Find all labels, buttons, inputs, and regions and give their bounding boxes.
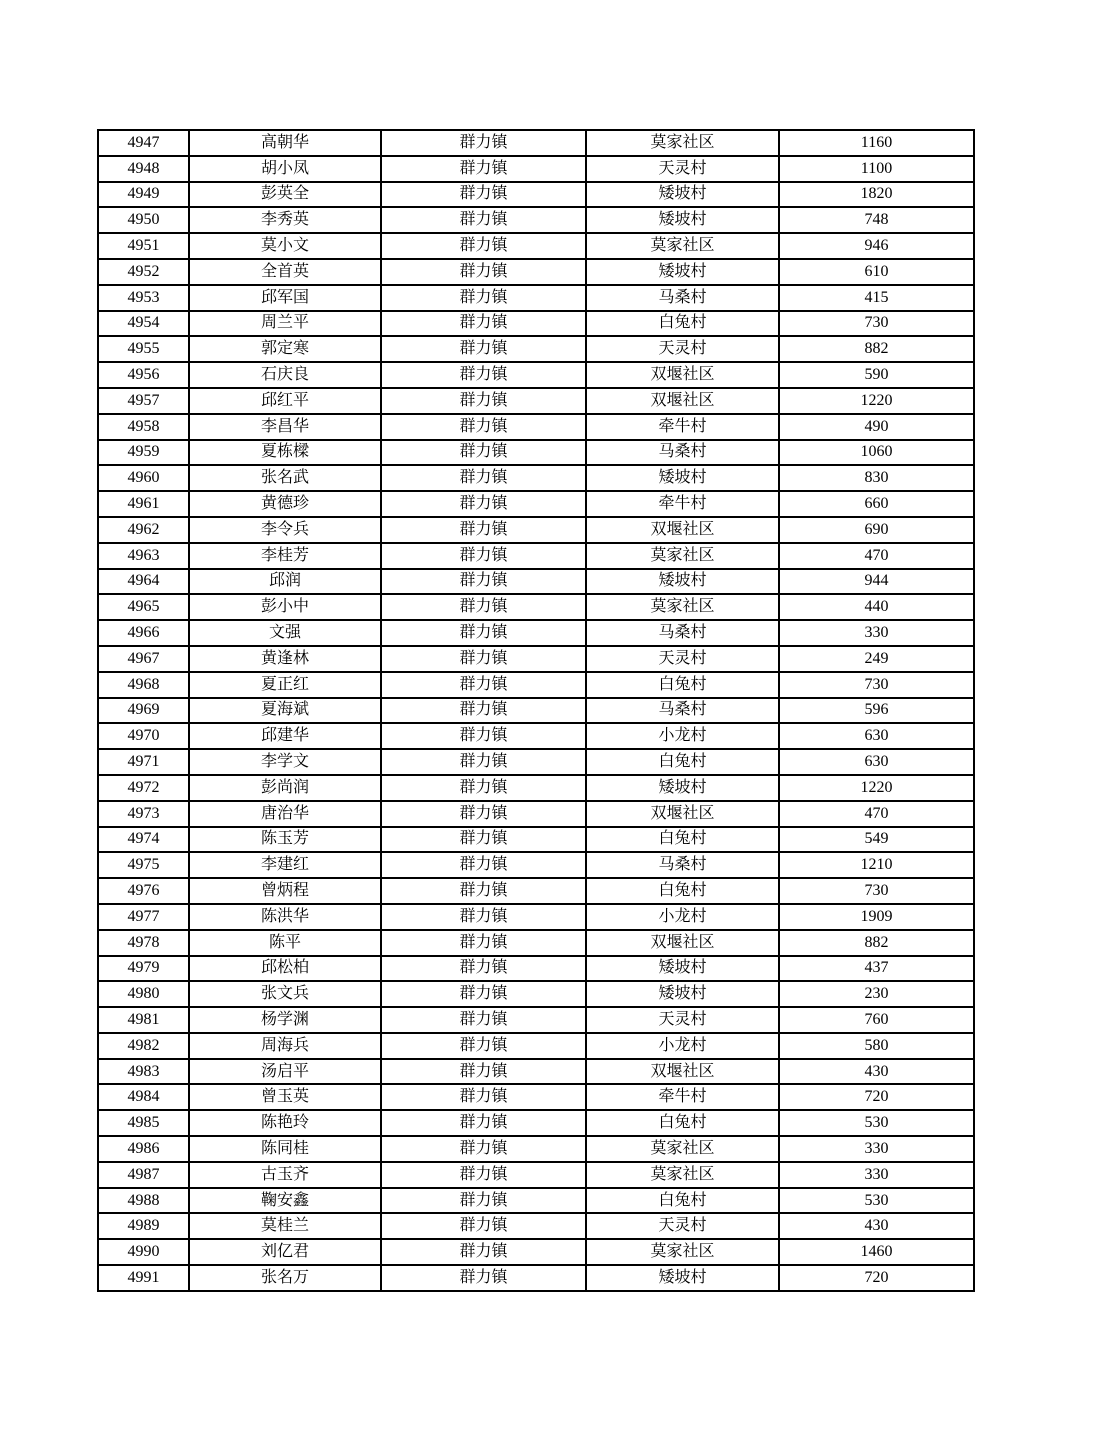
cell-serial-number: 4950 bbox=[98, 207, 189, 233]
cell-village: 双堰社区 bbox=[586, 517, 779, 543]
roster-table-body bbox=[98, 130, 974, 1291]
cell-serial-number: 4981 bbox=[98, 1007, 189, 1033]
cell-amount: 630 bbox=[779, 723, 974, 749]
cell-person-name: 李秀英 bbox=[189, 207, 381, 233]
cell-village: 牵牛村 bbox=[586, 491, 779, 517]
cell-village: 莫家社区 bbox=[586, 1239, 779, 1265]
cell-serial-number: 4954 bbox=[98, 311, 189, 337]
cell-amount: 330 bbox=[779, 1162, 974, 1188]
cell-person-name: 陈玉芳 bbox=[189, 827, 381, 853]
cell-village: 莫家社区 bbox=[586, 130, 779, 156]
cell-person-name: 黄逢林 bbox=[189, 646, 381, 672]
cell-village: 矮坡村 bbox=[586, 182, 779, 208]
cell-amount: 430 bbox=[779, 1059, 974, 1085]
cell-village: 矮坡村 bbox=[586, 207, 779, 233]
table-row bbox=[98, 1110, 974, 1136]
cell-town: 群力镇 bbox=[381, 311, 586, 337]
cell-serial-number: 4967 bbox=[98, 646, 189, 672]
cell-amount: 1220 bbox=[779, 388, 974, 414]
cell-serial-number: 4976 bbox=[98, 878, 189, 904]
cell-town: 群力镇 bbox=[381, 698, 586, 724]
cell-village: 牵牛村 bbox=[586, 414, 779, 440]
cell-village: 天灵村 bbox=[586, 156, 779, 182]
table-row bbox=[98, 594, 974, 620]
cell-village: 天灵村 bbox=[586, 1007, 779, 1033]
cell-serial-number: 4952 bbox=[98, 259, 189, 285]
cell-serial-number: 4947 bbox=[98, 130, 189, 156]
cell-serial-number: 4965 bbox=[98, 594, 189, 620]
cell-village: 白兔村 bbox=[586, 749, 779, 775]
cell-amount: 580 bbox=[779, 1033, 974, 1059]
cell-amount: 1160 bbox=[779, 130, 974, 156]
cell-serial-number: 4970 bbox=[98, 723, 189, 749]
cell-village: 双堰社区 bbox=[586, 801, 779, 827]
cell-town: 群力镇 bbox=[381, 930, 586, 956]
cell-amount: 720 bbox=[779, 1084, 974, 1110]
cell-village: 天灵村 bbox=[586, 336, 779, 362]
table-row bbox=[98, 930, 974, 956]
cell-village: 牵牛村 bbox=[586, 1084, 779, 1110]
cell-serial-number: 4949 bbox=[98, 182, 189, 208]
cell-village: 莫家社区 bbox=[586, 1136, 779, 1162]
cell-town: 群力镇 bbox=[381, 981, 586, 1007]
cell-town: 群力镇 bbox=[381, 1110, 586, 1136]
cell-serial-number: 4973 bbox=[98, 801, 189, 827]
cell-town: 群力镇 bbox=[381, 465, 586, 491]
cell-village: 莫家社区 bbox=[586, 543, 779, 569]
table-row bbox=[98, 311, 974, 337]
cell-serial-number: 4986 bbox=[98, 1136, 189, 1162]
cell-serial-number: 4989 bbox=[98, 1213, 189, 1239]
cell-amount: 1060 bbox=[779, 440, 974, 466]
cell-town: 群力镇 bbox=[381, 801, 586, 827]
cell-village: 白兔村 bbox=[586, 672, 779, 698]
cell-serial-number: 4982 bbox=[98, 1033, 189, 1059]
cell-person-name: 全首英 bbox=[189, 259, 381, 285]
cell-person-name: 胡小凤 bbox=[189, 156, 381, 182]
cell-village: 白兔村 bbox=[586, 878, 779, 904]
cell-town: 群力镇 bbox=[381, 1033, 586, 1059]
cell-serial-number: 4983 bbox=[98, 1059, 189, 1085]
cell-serial-number: 4975 bbox=[98, 852, 189, 878]
table-row bbox=[98, 1059, 974, 1085]
cell-serial-number: 4948 bbox=[98, 156, 189, 182]
cell-serial-number: 4978 bbox=[98, 930, 189, 956]
cell-amount: 946 bbox=[779, 233, 974, 259]
cell-amount: 330 bbox=[779, 620, 974, 646]
cell-serial-number: 4961 bbox=[98, 491, 189, 517]
cell-town: 群力镇 bbox=[381, 440, 586, 466]
cell-village: 白兔村 bbox=[586, 827, 779, 853]
cell-person-name: 刘亿君 bbox=[189, 1239, 381, 1265]
cell-village: 矮坡村 bbox=[586, 569, 779, 595]
cell-town: 群力镇 bbox=[381, 1188, 586, 1214]
cell-person-name: 汤启平 bbox=[189, 1059, 381, 1085]
cell-amount: 249 bbox=[779, 646, 974, 672]
table-row bbox=[98, 981, 974, 1007]
cell-serial-number: 4991 bbox=[98, 1265, 189, 1291]
table-row bbox=[98, 723, 974, 749]
cell-serial-number: 4977 bbox=[98, 904, 189, 930]
cell-person-name: 唐治华 bbox=[189, 801, 381, 827]
table-row bbox=[98, 414, 974, 440]
table-row bbox=[98, 1033, 974, 1059]
cell-town: 群力镇 bbox=[381, 1265, 586, 1291]
table-row bbox=[98, 259, 974, 285]
cell-amount: 1220 bbox=[779, 775, 974, 801]
cell-town: 群力镇 bbox=[381, 569, 586, 595]
cell-amount: 730 bbox=[779, 878, 974, 904]
table-row bbox=[98, 956, 974, 982]
cell-person-name: 文强 bbox=[189, 620, 381, 646]
cell-town: 群力镇 bbox=[381, 1239, 586, 1265]
cell-town: 群力镇 bbox=[381, 1007, 586, 1033]
cell-town: 群力镇 bbox=[381, 956, 586, 982]
cell-amount: 944 bbox=[779, 569, 974, 595]
cell-village: 天灵村 bbox=[586, 1213, 779, 1239]
cell-village: 白兔村 bbox=[586, 311, 779, 337]
cell-person-name: 莫桂兰 bbox=[189, 1213, 381, 1239]
cell-person-name: 邱松柏 bbox=[189, 956, 381, 982]
table-row bbox=[98, 775, 974, 801]
table-row bbox=[98, 1213, 974, 1239]
cell-village: 矮坡村 bbox=[586, 259, 779, 285]
cell-person-name: 莫小文 bbox=[189, 233, 381, 259]
roster-table bbox=[97, 129, 975, 1292]
cell-amount: 760 bbox=[779, 1007, 974, 1033]
table-row bbox=[98, 827, 974, 853]
table-row bbox=[98, 465, 974, 491]
cell-person-name: 李令兵 bbox=[189, 517, 381, 543]
cell-person-name: 邱润 bbox=[189, 569, 381, 595]
cell-amount: 470 bbox=[779, 543, 974, 569]
cell-amount: 330 bbox=[779, 1136, 974, 1162]
cell-person-name: 郭定寒 bbox=[189, 336, 381, 362]
cell-serial-number: 4953 bbox=[98, 285, 189, 311]
cell-person-name: 邱建华 bbox=[189, 723, 381, 749]
cell-town: 群力镇 bbox=[381, 336, 586, 362]
cell-village: 矮坡村 bbox=[586, 981, 779, 1007]
table-row bbox=[98, 620, 974, 646]
cell-town: 群力镇 bbox=[381, 646, 586, 672]
cell-village: 小龙村 bbox=[586, 904, 779, 930]
cell-town: 群力镇 bbox=[381, 543, 586, 569]
table-row bbox=[98, 569, 974, 595]
cell-village: 莫家社区 bbox=[586, 1162, 779, 1188]
cell-person-name: 陈平 bbox=[189, 930, 381, 956]
cell-village: 马桑村 bbox=[586, 698, 779, 724]
cell-serial-number: 4962 bbox=[98, 517, 189, 543]
cell-serial-number: 4968 bbox=[98, 672, 189, 698]
cell-amount: 1210 bbox=[779, 852, 974, 878]
cell-village: 双堰社区 bbox=[586, 930, 779, 956]
table-row bbox=[98, 285, 974, 311]
cell-town: 群力镇 bbox=[381, 723, 586, 749]
table-row bbox=[98, 1239, 974, 1265]
cell-serial-number: 4951 bbox=[98, 233, 189, 259]
cell-village: 矮坡村 bbox=[586, 775, 779, 801]
table-row bbox=[98, 904, 974, 930]
cell-serial-number: 4974 bbox=[98, 827, 189, 853]
cell-town: 群力镇 bbox=[381, 388, 586, 414]
table-row bbox=[98, 672, 974, 698]
cell-village: 莫家社区 bbox=[586, 594, 779, 620]
cell-town: 群力镇 bbox=[381, 620, 586, 646]
cell-town: 群力镇 bbox=[381, 878, 586, 904]
cell-serial-number: 4969 bbox=[98, 698, 189, 724]
cell-amount: 230 bbox=[779, 981, 974, 1007]
cell-person-name: 邱红平 bbox=[189, 388, 381, 414]
cell-serial-number: 4957 bbox=[98, 388, 189, 414]
cell-serial-number: 4956 bbox=[98, 362, 189, 388]
cell-serial-number: 4966 bbox=[98, 620, 189, 646]
cell-amount: 590 bbox=[779, 362, 974, 388]
cell-person-name: 陈同桂 bbox=[189, 1136, 381, 1162]
cell-person-name: 李昌华 bbox=[189, 414, 381, 440]
cell-person-name: 彭英全 bbox=[189, 182, 381, 208]
cell-village: 天灵村 bbox=[586, 646, 779, 672]
cell-serial-number: 4990 bbox=[98, 1239, 189, 1265]
table-row bbox=[98, 207, 974, 233]
cell-serial-number: 4985 bbox=[98, 1110, 189, 1136]
cell-village: 矮坡村 bbox=[586, 956, 779, 982]
cell-amount: 1100 bbox=[779, 156, 974, 182]
table-row bbox=[98, 491, 974, 517]
table-row bbox=[98, 852, 974, 878]
cell-town: 群力镇 bbox=[381, 1213, 586, 1239]
cell-person-name: 高朝华 bbox=[189, 130, 381, 156]
cell-town: 群力镇 bbox=[381, 1084, 586, 1110]
cell-village: 双堰社区 bbox=[586, 1059, 779, 1085]
cell-amount: 440 bbox=[779, 594, 974, 620]
cell-town: 群力镇 bbox=[381, 491, 586, 517]
cell-person-name: 彭小中 bbox=[189, 594, 381, 620]
table-row bbox=[98, 1136, 974, 1162]
cell-person-name: 古玉齐 bbox=[189, 1162, 381, 1188]
table-row bbox=[98, 698, 974, 724]
table-row bbox=[98, 543, 974, 569]
cell-town: 群力镇 bbox=[381, 852, 586, 878]
cell-village: 小龙村 bbox=[586, 1033, 779, 1059]
cell-serial-number: 4980 bbox=[98, 981, 189, 1007]
cell-town: 群力镇 bbox=[381, 207, 586, 233]
cell-amount: 530 bbox=[779, 1188, 974, 1214]
cell-person-name: 夏海斌 bbox=[189, 698, 381, 724]
cell-town: 群力镇 bbox=[381, 594, 586, 620]
table-row bbox=[98, 388, 974, 414]
cell-town: 群力镇 bbox=[381, 362, 586, 388]
cell-person-name: 石庆良 bbox=[189, 362, 381, 388]
cell-town: 群力镇 bbox=[381, 827, 586, 853]
table-row bbox=[98, 156, 974, 182]
table-row bbox=[98, 362, 974, 388]
cell-town: 群力镇 bbox=[381, 130, 586, 156]
cell-village: 马桑村 bbox=[586, 852, 779, 878]
cell-amount: 530 bbox=[779, 1110, 974, 1136]
cell-serial-number: 4971 bbox=[98, 749, 189, 775]
cell-person-name: 陈艳玲 bbox=[189, 1110, 381, 1136]
cell-serial-number: 4959 bbox=[98, 440, 189, 466]
cell-village: 矮坡村 bbox=[586, 1265, 779, 1291]
cell-amount: 1820 bbox=[779, 182, 974, 208]
cell-town: 群力镇 bbox=[381, 1059, 586, 1085]
cell-person-name: 曾玉英 bbox=[189, 1084, 381, 1110]
table-row bbox=[98, 182, 974, 208]
cell-town: 群力镇 bbox=[381, 775, 586, 801]
cell-amount: 490 bbox=[779, 414, 974, 440]
cell-amount: 882 bbox=[779, 336, 974, 362]
table-row bbox=[98, 749, 974, 775]
table-row bbox=[98, 801, 974, 827]
cell-person-name: 李建红 bbox=[189, 852, 381, 878]
cell-amount: 1909 bbox=[779, 904, 974, 930]
cell-serial-number: 4988 bbox=[98, 1188, 189, 1214]
cell-town: 群力镇 bbox=[381, 414, 586, 440]
table-row bbox=[98, 130, 974, 156]
cell-person-name: 夏正红 bbox=[189, 672, 381, 698]
table-row bbox=[98, 878, 974, 904]
cell-person-name: 邱军国 bbox=[189, 285, 381, 311]
table-row bbox=[98, 1188, 974, 1214]
cell-person-name: 张文兵 bbox=[189, 981, 381, 1007]
cell-person-name: 杨学渊 bbox=[189, 1007, 381, 1033]
cell-village: 白兔村 bbox=[586, 1110, 779, 1136]
table-row bbox=[98, 336, 974, 362]
cell-town: 群力镇 bbox=[381, 182, 586, 208]
cell-person-name: 李学文 bbox=[189, 749, 381, 775]
cell-town: 群力镇 bbox=[381, 749, 586, 775]
cell-village: 双堰社区 bbox=[586, 362, 779, 388]
table-row bbox=[98, 1084, 974, 1110]
cell-village: 马桑村 bbox=[586, 440, 779, 466]
cell-amount: 415 bbox=[779, 285, 974, 311]
cell-person-name: 张名万 bbox=[189, 1265, 381, 1291]
cell-village: 马桑村 bbox=[586, 620, 779, 646]
cell-person-name: 周海兵 bbox=[189, 1033, 381, 1059]
cell-amount: 730 bbox=[779, 311, 974, 337]
cell-amount: 430 bbox=[779, 1213, 974, 1239]
cell-amount: 596 bbox=[779, 698, 974, 724]
cell-town: 群力镇 bbox=[381, 1162, 586, 1188]
cell-amount: 1460 bbox=[779, 1239, 974, 1265]
cell-amount: 630 bbox=[779, 749, 974, 775]
table-row bbox=[98, 1265, 974, 1291]
cell-person-name: 陈洪华 bbox=[189, 904, 381, 930]
table-row bbox=[98, 233, 974, 259]
cell-person-name: 李桂芳 bbox=[189, 543, 381, 569]
cell-serial-number: 4972 bbox=[98, 775, 189, 801]
cell-village: 矮坡村 bbox=[586, 465, 779, 491]
cell-village: 莫家社区 bbox=[586, 233, 779, 259]
cell-town: 群力镇 bbox=[381, 672, 586, 698]
cell-town: 群力镇 bbox=[381, 233, 586, 259]
cell-amount: 730 bbox=[779, 672, 974, 698]
cell-town: 群力镇 bbox=[381, 1136, 586, 1162]
table-row bbox=[98, 440, 974, 466]
cell-amount: 470 bbox=[779, 801, 974, 827]
cell-person-name: 鞠安鑫 bbox=[189, 1188, 381, 1214]
cell-town: 群力镇 bbox=[381, 517, 586, 543]
cell-serial-number: 4987 bbox=[98, 1162, 189, 1188]
cell-serial-number: 4955 bbox=[98, 336, 189, 362]
table-row bbox=[98, 646, 974, 672]
cell-town: 群力镇 bbox=[381, 904, 586, 930]
cell-person-name: 曾炳程 bbox=[189, 878, 381, 904]
cell-amount: 830 bbox=[779, 465, 974, 491]
table-row bbox=[98, 1007, 974, 1033]
cell-amount: 437 bbox=[779, 956, 974, 982]
cell-town: 群力镇 bbox=[381, 156, 586, 182]
cell-amount: 882 bbox=[779, 930, 974, 956]
cell-amount: 549 bbox=[779, 827, 974, 853]
cell-serial-number: 4979 bbox=[98, 956, 189, 982]
cell-amount: 690 bbox=[779, 517, 974, 543]
table-row bbox=[98, 517, 974, 543]
cell-town: 群力镇 bbox=[381, 259, 586, 285]
cell-village: 小龙村 bbox=[586, 723, 779, 749]
cell-person-name: 周兰平 bbox=[189, 311, 381, 337]
cell-serial-number: 4960 bbox=[98, 465, 189, 491]
cell-amount: 720 bbox=[779, 1265, 974, 1291]
cell-person-name: 夏栋樑 bbox=[189, 440, 381, 466]
cell-person-name: 黄德珍 bbox=[189, 491, 381, 517]
cell-serial-number: 4984 bbox=[98, 1084, 189, 1110]
table-row bbox=[98, 1162, 974, 1188]
cell-amount: 660 bbox=[779, 491, 974, 517]
cell-serial-number: 4958 bbox=[98, 414, 189, 440]
cell-serial-number: 4964 bbox=[98, 569, 189, 595]
cell-town: 群力镇 bbox=[381, 285, 586, 311]
cell-village: 白兔村 bbox=[586, 1188, 779, 1214]
cell-amount: 748 bbox=[779, 207, 974, 233]
cell-village: 双堰社区 bbox=[586, 388, 779, 414]
cell-person-name: 张名武 bbox=[189, 465, 381, 491]
cell-serial-number: 4963 bbox=[98, 543, 189, 569]
cell-village: 马桑村 bbox=[586, 285, 779, 311]
cell-amount: 610 bbox=[779, 259, 974, 285]
cell-person-name: 彭尚润 bbox=[189, 775, 381, 801]
